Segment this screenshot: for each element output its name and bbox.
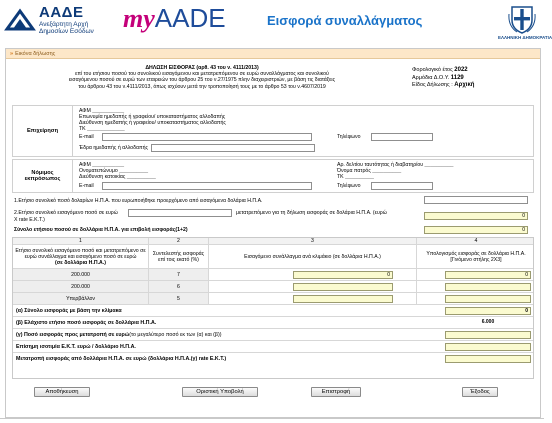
doy-value: 1129: [450, 74, 464, 81]
company-fields: ΑΦΜ ___________ Επωνυμία ημεδαπής ή γραφείου/ υποκαταστήματος αλλοδαπής Διεύθυνση ημεδαπής ή γραφείου/ υποκαταστήματος αλλοδαπής ΤΚ _____________ E-mail Τηλέφωνο Έδρα ημεδαπής ή αλλοδαπής: [75, 106, 533, 156]
total-value: 0: [424, 226, 528, 234]
col-num-2: 2: [149, 238, 209, 244]
company-seat-label: Έδρα ημεδαπής ή αλλοδαπής: [79, 145, 148, 151]
myaade-aade: AADE: [154, 3, 226, 33]
company-section: [12, 105, 534, 157]
table-row: [13, 269, 533, 281]
sum-a-row: [13, 305, 533, 317]
sum-e-label: Μετατροπή εισφοράς από δολλάρια Η.Π.Α. σε ευρώ (δολλάρια Η.Π.Α.(γ) rate E.K.T.): [16, 356, 227, 362]
row-3-imported-input[interactable]: [293, 295, 393, 303]
col-header-rate: Συντελεστής εισφοράς επί τοις εκατό (%): [149, 245, 209, 268]
company-name-label: Επωνυμία ημεδαπής ή γραφείου/ υποκαταστήματος αλλοδαπής: [79, 114, 226, 120]
submit-button[interactable]: Οριστική Υποβολή: [182, 387, 258, 397]
rep-afm-label: ΑΦΜ: [79, 162, 91, 168]
question-1-label: 1.Ετήσιο συνολικό ποσό δολαρίων Η.Π.Α. που ευρωποιήθηκε προερχόμενο από εισαγόμενα δολάρια Η.Π.Α.: [14, 198, 263, 204]
declaration-title: ΔΗΛΩΣΗ ΕΙΣΦΟΡΑΣ (αρθ. 43 του ν. 4111/2013): [145, 65, 259, 71]
ecb-rate-input[interactable]: [445, 343, 531, 351]
save-button[interactable]: Αποθήκευση: [34, 387, 90, 397]
row-3-amount: Υπερβάλλον: [13, 293, 149, 304]
question-2-usd-value: 0: [424, 212, 528, 220]
page-title: Εισφορά συναλλάγματος: [267, 13, 423, 28]
col-header-calc: Υπολογισμός εισφοράς σε δολλάρια Η.Π.Α. [Γινόμενο στήλης 2Χ3]: [426, 250, 526, 263]
row-2-amount: 200.000: [13, 281, 149, 292]
aade-brand: [39, 5, 94, 35]
rep-phone-label: Τηλέφωνο: [337, 183, 361, 189]
rep-name-label: Ονοματεπώνυμο: [79, 168, 118, 174]
sum-c-label: (γ) Ποσό εισφοράς προς μετατροπή σε ευρώ: [16, 331, 130, 338]
decl-type-value: Αρχική: [454, 82, 475, 88]
representative-section: [12, 159, 534, 193]
col-num-4: 4: [474, 238, 478, 244]
table-row: [13, 281, 533, 293]
action-buttons: [12, 387, 534, 401]
decl-type-label: Είδος Δήλωσης :: [412, 82, 453, 88]
contribution-table: [12, 237, 534, 379]
form-title-bar: [6, 49, 540, 59]
company-email-input[interactable]: [102, 133, 312, 141]
company-email-label: E-mail: [79, 134, 94, 140]
sum-d-label: Επίσημη ισοτιμία Ε.Κ.Τ. ευρώ / δολλάριο Η.Π.Α.: [16, 343, 136, 350]
total-label: Σύνολο ετήσιου ποσού σε δολλάρια Η.Π.Α. για επιβολή εισφοράς(1+2): [14, 227, 188, 233]
aade-subtitle-1: Ανεξάρτητη Αρχή: [39, 21, 89, 28]
declaration-line-1: επί του ετήσιου ποσού του συνολικού εισαγόμενου και μετατρεπόμενου σε ευρώ συναλλάγματος και συνολικού: [75, 71, 329, 78]
table-header: [13, 245, 533, 269]
myaade-my: my: [123, 4, 155, 33]
sum-c-row: [13, 329, 533, 341]
row-1-amount: 200.000: [13, 269, 149, 280]
sum-b-row: [13, 317, 533, 329]
company-afm-label: ΑΦΜ: [79, 108, 91, 114]
row-1-imported-input[interactable]: 0: [293, 271, 393, 279]
company-seat-input[interactable]: [151, 144, 315, 152]
aade-logo-icon: [5, 9, 35, 31]
declaration-description: [12, 65, 392, 90]
row-1-rate: 7: [149, 269, 209, 280]
page-bottom-divider: [0, 418, 544, 419]
representative-fields: ΑΦΜ ___________ Ονοματεπώνυμο __________ Διεύθυνση κατοικίας __________ E-mail Αρ. δελτίου ταυτότητας ή διαβατηρίου __________ Όνομα πατρός __________ ΤΚ __________ Τηλέφωνο: [79, 162, 454, 189]
aade-title: ΑΑΔΕ: [39, 4, 84, 21]
row-2-imported-input[interactable]: [293, 283, 393, 291]
company-tk-label: ΤΚ: [79, 126, 86, 132]
question-2-label-b: μετατρεπόμενο για τη δήλωση εισφοράς σε δολάρια Η.Π.Α. (ευρώ: [236, 210, 387, 216]
company-label: Επιχείρηση: [13, 106, 73, 156]
col-header-amount-unit: (σε δολλάρια Η.Π.Α.): [55, 259, 106, 266]
sum-c-value: [445, 331, 531, 339]
emblem-label: ΕΛΛΗΝΙΚΗ ΔΗΜΟΚΡΑΤΙΑ: [498, 35, 552, 40]
col-num-3: 3: [209, 238, 417, 244]
rep-father-label: Όνομα πατρός: [337, 168, 371, 174]
sum-e-value: [445, 355, 531, 363]
rep-phone-input[interactable]: [371, 182, 433, 190]
myaade-logo[interactable]: [123, 3, 226, 34]
row-3-rate: 5: [149, 293, 209, 304]
col-header-amount: [13, 245, 149, 268]
form-title: Εικόνα δήλωσης: [15, 51, 56, 57]
row-1-calc-value: 0: [445, 271, 531, 279]
greek-emblem-icon: [508, 4, 536, 34]
col-header-amount-text: Ετήσιο συνολικό εισαγόμενο ποσό και μετατρεπόμενο σε ευρώ συνάλλαγμα και εισαγόμενο ποσό σε ευρώ: [15, 247, 146, 260]
col-header-imported: Εισαγόμενο συνάλλαγμα ανά κλιμάκιο (σε δολλάρια Η.Π.Α.): [209, 245, 417, 268]
page-header: [0, 0, 552, 44]
representative-label: Νόμιμος εκπρόσωπος: [13, 160, 73, 192]
fiscal-year-label: Φορολογικό έτος: [412, 67, 453, 73]
sum-b-label: (β) Ελάχιστο ετήσιο ποσό εισφοράς σε δολλάρια Η.Π.Α.: [16, 319, 157, 326]
exit-button[interactable]: Έξοδος: [462, 387, 498, 397]
sum-d-row: [13, 341, 533, 353]
chevron-right-icon: »: [10, 51, 14, 57]
rep-id-label: Αρ. δελτίου ταυτότητας ή διαβατηρίου: [337, 162, 424, 168]
row-2-rate: 6: [149, 281, 209, 292]
company-phone-label: Τηλέφωνο: [337, 134, 361, 140]
sum-b-value: 6.000: [445, 319, 531, 327]
declaration-line-3: του άρθρου 43 του ν.4111/2013, όπως ισχύουν μετά την τροποποίησή τους με το άρθρο 53 του ν.4607/2019: [78, 83, 326, 90]
row-2-calc-value: [445, 283, 531, 291]
question-2-euro-input[interactable]: [128, 209, 232, 217]
sum-c-note: (το μεγαλύτερο ποσό εκ των (α) και (β)): [129, 331, 222, 338]
rep-address-label: Διεύθυνση κατοικίας: [79, 174, 126, 180]
aade-subtitle-2: Δημοσίων Εσόδων: [39, 28, 94, 35]
question-2: [12, 210, 534, 224]
row-3-calc-value: [445, 295, 531, 303]
doy-label: Αρμόδια Δ.Ο.Υ.: [412, 74, 450, 81]
declaration-header: [12, 63, 534, 103]
question-2-label-a: 2.Ετήσιο συνολικό εισαγόμενο ποσό σε ευρώ: [14, 210, 118, 216]
company-phone-input[interactable]: [371, 133, 433, 141]
company-address-label: Διεύθυνση ημεδαπής ή γραφείου/ υποκαταστήματος αλλοδαπής: [79, 120, 226, 126]
rep-email-label: E-mail: [79, 183, 94, 189]
sum-a-label: (α) Σύνολο εισφοράς με βάση την κλίμακα: [16, 307, 122, 314]
question-2-label-c: X rate E.K.T.): [14, 217, 45, 223]
rep-tk-label: ΤΚ: [337, 174, 344, 180]
table-column-numbers: [13, 238, 533, 245]
rep-email-input[interactable]: [102, 182, 312, 190]
declaration-line-2: εισαγόμενου ποσού σε ευρώ των εταιρειών του άρθρου 25 του ν.27/1975 πλην διαχειριστριών, με βάση τις διατάξεις: [68, 77, 336, 84]
declaration-form: [5, 48, 541, 418]
question-1-input[interactable]: [424, 196, 528, 204]
col-num-1: 1: [13, 238, 149, 244]
fiscal-year: 2022: [454, 67, 468, 73]
declaration-meta: [412, 67, 474, 90]
sum-e-row: [13, 353, 533, 365]
back-button[interactable]: Επιστροφή: [311, 387, 361, 397]
sum-a-value: 0: [445, 307, 531, 315]
table-row: [13, 293, 533, 305]
